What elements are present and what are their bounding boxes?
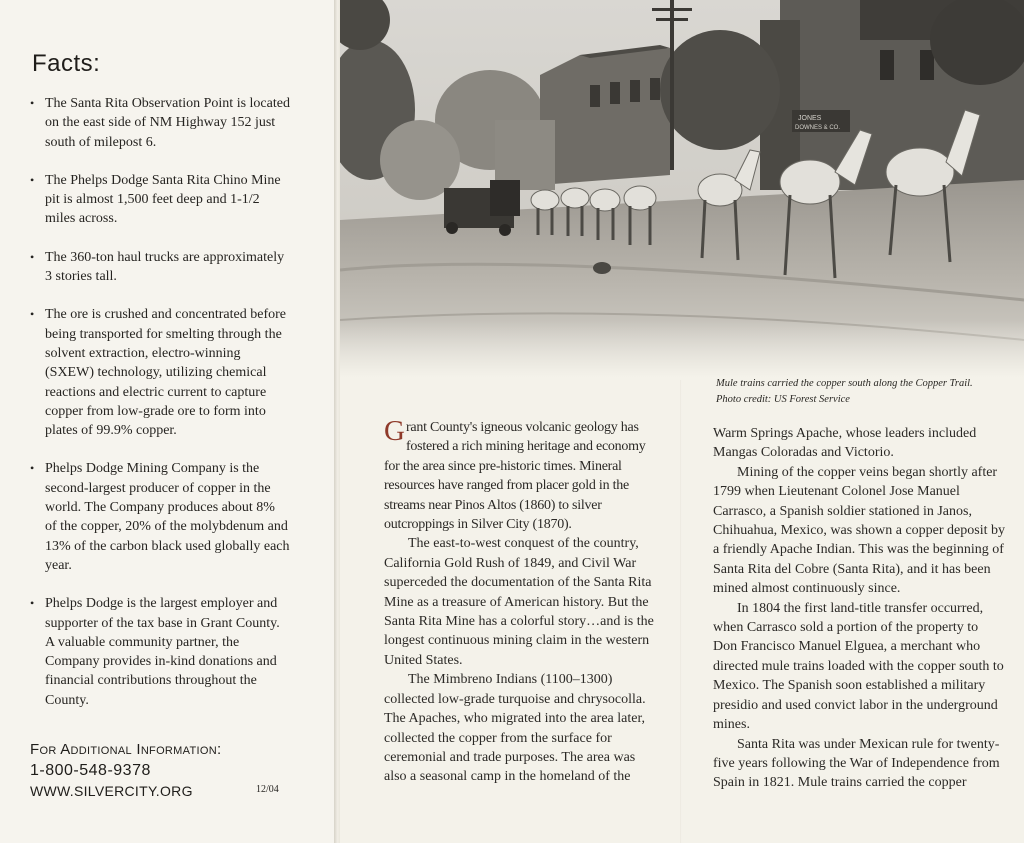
article-paragraph-1: rant County's igneous volcanic geology has fostered a rich mining heritage and economy for the area since pre-historic times. Mineral resources have ranged from placer gold in the streams near Pinos Altos (1860) to silver outcroppings in Silver City (1870). (384, 420, 646, 533)
sign-text-1: JONES (798, 115, 822, 122)
sign-text-2: DOWNES & CO. (795, 125, 841, 131)
date-code: 12/04 (256, 784, 279, 795)
mule-train-photo (340, 0, 1024, 378)
article-paragraph-7: Santa Rita was under Mexican rule for twenty-five years following the War of Independence from Spain in 1821. Mule trains carried the copper (713, 736, 1000, 791)
phone-number: 1-800-548-9378 (30, 762, 151, 779)
fact-item-2: • The Phelps Dodge Santa Rita Chino Mine pit is almost 1,500 feet deep and 1-1/2 miles across. (28, 171, 290, 229)
fact-item-5: • Phelps Dodge Mining Company is the second-largest producer of copper in the world. The Company produces about 8% of the copper, 20% of the molybdenum and 13% of the carbon black used globally each year. (28, 459, 290, 575)
article-paragraph-5: Mining of the copper veins began shortly after 1799 when Lieutenant Colonel Jose Manuel Carrasco, a Spanish soldier stationed in Janos, Chihuahua, Mexico, was shown a copper deposit by a friendly Apache Indian. This was the beginning of Santa Rita del Cobre (Santa Rita), and it has been mined almost continuously since. (713, 464, 1005, 597)
info-heading: For Additional Information: (30, 741, 222, 758)
fact-item-1: • The Santa Rita Observation Point is located on the east side of NM Highway 152 just south of milepost 6. (28, 94, 290, 152)
fact-item-3: • The 360-ton haul trucks are approximately 3 stories tall. (28, 248, 290, 287)
fact-item-6: • Phelps Dodge is the largest employer and supporter of the tax base in Grant County. A valuable community partner, the Company provides in-kind donations and financial contributions throughout the County. (28, 594, 290, 710)
caption-line-1: Mule trains carried the copper south along the Copper Trail. (716, 378, 973, 389)
article-column-left (384, 415, 656, 787)
caption-line-2: Photo credit: US Forest Service (716, 394, 850, 405)
article-paragraph-2: The east-to-west conquest of the country, California Gold Rush of 1849, and Civil War superceded the documentation of the Santa Rita Mine as a treasure of American history. But the Santa Rita Mine has a colorful story…and is the longest continuous mining claim in the western United States. (384, 536, 654, 668)
fact-item-4: • The ore is crushed and concentrated before being transported for smelting through the solvent extraction, electro-winning (SXEW) technology, utilizing chemical reactions and electric current to capture copper from low-grade ore to form into plates of 99.9% copper. (28, 305, 290, 440)
facts-list (28, 94, 290, 729)
column-fold (680, 380, 682, 843)
photo-caption (716, 376, 1016, 408)
article-column-right (713, 424, 1005, 793)
article-paragraph-3: The Mimbreno Indians (1100–1300) collected low-grade turquoise and chrysocolla. The Apaches, who migrated into the area later, collected the copper from the surface for ceremonial and trade purposes. The area was also a seasonal camp in the homeland of the (384, 672, 646, 785)
contact-info (30, 740, 290, 801)
article-paragraph-4: Warm Springs Apache, whose leaders included Mangas Coloradas and Victorio. (713, 426, 977, 461)
facts-title: Facts: (32, 50, 101, 77)
drop-cap: G (384, 415, 405, 447)
article-paragraph-6: In 1804 the first land-title transfer occurred, when Carrasco sold a portion of the property to Don Francisco Manuel Elguea, a merchant who directed mule trains loaded with the copper south to Mexico. The Spanish soon established a military presidio and used convict labor in the underground mines. (713, 600, 1004, 733)
website-url: WWW.SILVERCITY.ORG (30, 783, 193, 799)
